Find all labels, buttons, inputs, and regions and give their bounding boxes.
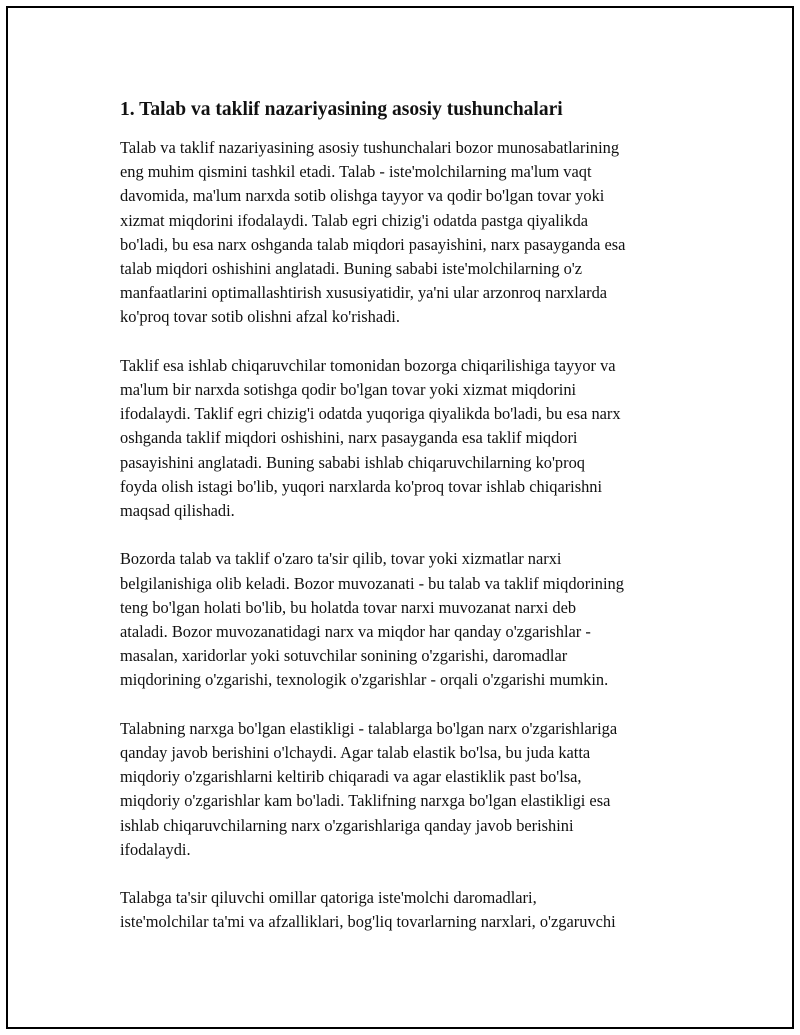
text-line: ataladi. Bozor muvozanatidagi narx va miqdor har qanday o'zgarishlar - bbox=[120, 622, 591, 642]
document-content bbox=[120, 98, 710, 959]
text-line: ishlab chiqaruvchilarning narx o'zgarishlariga qanday javob berishini bbox=[120, 815, 574, 835]
section-heading: 1. Talab va taklif nazariyasining asosiy tushunchalari bbox=[120, 99, 563, 120]
paragraph-demand-factors bbox=[120, 886, 710, 934]
text-line: Talabning narxga bo'lgan elastikligi - talablarga bo'lgan narx o'zgarishlariga bbox=[120, 718, 618, 738]
text-line: maqsad qilishadi. bbox=[120, 501, 235, 521]
text-line: belgilanishiga olib keladi. Bozor muvozanati - bu talab va taklif miqdorining bbox=[120, 573, 624, 593]
text-line: teng bo'lgan holati bo'lib, bu holatda tovar narxi muvozanat narxi deb bbox=[120, 597, 577, 617]
text-line: xizmat miqdorini ifodalaydi. Talab egri chizig'i odatda pastga qiyalikda bbox=[120, 210, 589, 230]
document-page bbox=[6, 6, 794, 1029]
text-line: oshganda taklif miqdori oshishini, narx pasayganda esa taklif miqdori bbox=[120, 428, 578, 448]
paragraph-demand bbox=[120, 136, 710, 330]
paragraph-equilibrium bbox=[120, 547, 710, 692]
paragraph-supply bbox=[120, 354, 710, 523]
text-line: davomida, ma'lum narxda sotib olishga tayyor va qodir bo'lgan tovar yoki bbox=[120, 186, 605, 206]
text-line: miqdorining o'zgarishi, texnologik o'zgarishlar - orqali o'zgarishi mumkin. bbox=[120, 670, 609, 690]
text-line: ifodalaydi. bbox=[120, 839, 191, 859]
text-line: iste'molchilar ta'mi va afzalliklari, bog'liq tovarlarning narxlari, o'zgaruvchi bbox=[120, 912, 616, 932]
paragraph-elasticity bbox=[120, 717, 710, 862]
text-line: Talab va taklif nazariyasining asosiy tushunchalari bozor munosabatlarining bbox=[120, 138, 620, 157]
text-line: ko'proq tovar sotib olishni afzal ko'rishadi. bbox=[120, 307, 400, 327]
text-line: ifodalaydi. Taklif egri chizig'i odatda yuqoriga qiyalikda bo'ladi, bu esa narx bbox=[120, 404, 621, 424]
text-line: qanday javob berishini o'lchaydi. Agar talab elastik bo'lsa, bu juda katta bbox=[120, 743, 591, 763]
text-line: Talabga ta'sir qiluvchi omillar qatoriga iste'molchi daromadlari, bbox=[120, 888, 537, 908]
text-line: foyda olish istagi bo'lib, yuqori narxlarda ko'proq tovar ishlab chiqarishni bbox=[120, 476, 603, 496]
text-line: Bozorda talab va taklif o'zaro ta'sir qilib, tovar yoki xizmatlar narxi bbox=[120, 549, 562, 569]
text-line: ma'lum bir narxda sotishga qodir bo'lgan tovar yoki xizmat miqdorini bbox=[120, 380, 577, 400]
text-line: bo'ladi, bu esa narx oshganda talab miqdori pasayishini, narx pasayganda esa bbox=[120, 234, 626, 254]
text-line: talab miqdori oshishini anglatadi. Buning sababi iste'molchilarning o'z bbox=[120, 259, 583, 279]
text-line: masalan, xaridorlar yoki sotuvchilar sonining o'zgarishi, daromadlar bbox=[120, 646, 568, 666]
text-line: manfaatlarini optimallashtirish xususiyatidir, ya'ni ular arzonroq narxlarda bbox=[120, 283, 608, 303]
text-line: Taklif esa ishlab chiqaruvchilar tomonidan bozorga chiqarilishiga tayyor va bbox=[120, 355, 616, 375]
text-line: miqdoriy o'zgarishlarni keltirib chiqaradi va agar elastiklik past bo'lsa, bbox=[120, 767, 582, 787]
text-line: miqdoriy o'zgarishlar kam bo'ladi. Taklifning narxga bo'lgan elastikligi esa bbox=[120, 791, 611, 811]
text-line: eng muhim qismini tashkil etadi. Talab - iste'molchilarning ma'lum vaqt bbox=[120, 162, 592, 182]
text-line: pasayishini anglatadi. Buning sababi ishlab chiqaruvchilarning ko'proq bbox=[120, 452, 585, 472]
